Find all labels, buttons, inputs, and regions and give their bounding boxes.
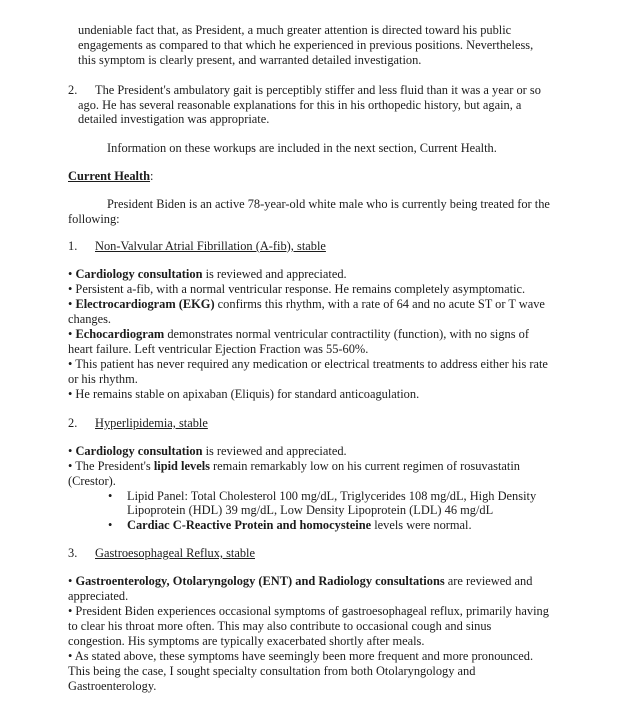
text-run: levels were normal. [371, 518, 472, 532]
text-run: confirms this rhythm, with a rate of 64 and no acute ST or T wave [214, 297, 545, 311]
text-line [78, 38, 533, 52]
underlined-heading: Gastroesophageal Reflux, stable [95, 546, 255, 560]
text-run: • [68, 444, 76, 458]
text-line [68, 342, 368, 356]
text-line [68, 634, 424, 648]
text-run: detailed investigation was appropriate. [78, 112, 270, 126]
text-line [68, 619, 491, 633]
list-number: 3. [68, 546, 78, 560]
text-run: undeniable fact that, as President, a much greater attention is directed toward his public [78, 23, 512, 37]
bold-text: Gastroenterology, Otolaryngology (ENT) and Radiology consultations [75, 574, 445, 588]
text-line [68, 357, 548, 371]
text-run: • This patient has never required any medication or electrical treatments to address either his rate [68, 357, 548, 371]
underlined-heading: Hyperlipidemia, stable [95, 416, 208, 430]
text-line [68, 679, 156, 693]
text-run: • As stated above, these symptoms have seemingly been more frequent and more pronounced. [68, 649, 534, 663]
text-line [78, 53, 421, 67]
text-run: or his rhythm. [68, 372, 138, 386]
text-run: • [68, 297, 76, 311]
text-run: remain remarkably low on his current regimen of rosuvastatin [209, 459, 520, 473]
text-line [68, 444, 347, 458]
text-run: congestion. His symptoms are typically exacerbated shortly after meals. [68, 634, 425, 648]
text-line [68, 212, 120, 226]
text-line [68, 169, 153, 183]
bold-text: Echocardiogram [75, 327, 165, 341]
text-line [68, 589, 128, 603]
text-run: • [68, 574, 76, 588]
text-line [68, 604, 549, 618]
text-run: Lipid Panel: Total Cholesterol 100 mg/dL, Triglycerides 108 mg/dL, High Density [127, 489, 537, 503]
text-line [68, 327, 529, 341]
numbered-heading-line [68, 83, 541, 97]
bold-text: Cardiac C-Reactive Protein and homocysteine [127, 518, 372, 532]
text-run: This being the case, I sought specialty consultation from both Otolaryngology and [68, 664, 476, 678]
list-number: 2. [68, 416, 78, 430]
text-line [68, 267, 347, 281]
underlined-heading: Non-Valvular Atrial Fibrillation (A-fib), stable [95, 239, 326, 253]
numbered-heading-line [68, 546, 255, 560]
text-run: : [150, 169, 154, 183]
text-run: demonstrates normal ventricular contractility (function), with no signs of [164, 327, 529, 341]
text-run: • He remains stable on apixaban (Eliquis) for standard anticoagulation. [68, 387, 420, 401]
text-line [68, 297, 545, 311]
text-run: The President's ambulatory gait is perceptibly stiffer and less fluid than it was a year or so [95, 83, 541, 97]
text-run: ago. He has several reasonable explanations for this in his orthopedic history, but again, a [78, 98, 522, 112]
text-run: is reviewed and appreciated. [202, 444, 347, 458]
text-line [108, 518, 472, 532]
text-line [68, 474, 116, 488]
text-run: are reviewed and [444, 574, 533, 588]
text-run: • [68, 327, 76, 341]
text-run: President Biden is an active 78-year-old white male who is currently being treated for the [107, 197, 550, 211]
list-number: 1. [68, 239, 78, 253]
numbered-heading-line [68, 239, 326, 253]
text-line [127, 503, 493, 517]
list-number: 2. [68, 83, 78, 97]
text-line [68, 649, 533, 663]
sub-bullet-icon: • [108, 489, 113, 503]
bold-text: Cardiology consultation [75, 444, 203, 458]
text-run: Gastroenterology. [68, 679, 157, 693]
text-run: • The President's [68, 459, 154, 473]
sub-bullet-icon: • [108, 518, 113, 532]
text-run: (Crestor). [68, 474, 116, 488]
text-run: heart failure. Left ventricular Ejection Fraction was 55-60%. [68, 342, 369, 356]
text-line [107, 197, 550, 211]
text-run: • [68, 267, 76, 281]
text-run: Lipoprotein (HDL) 39 mg/dL, Low Density Lipoprotein (LDL) 46 mg/dL [127, 503, 494, 517]
bold-text: lipid levels [153, 459, 210, 473]
text-line [68, 312, 111, 326]
text-run: is reviewed and appreciated. [202, 267, 347, 281]
text-line [68, 372, 138, 386]
text-run: • Persistent a-fib, with a normal ventricular response. He remains completely asymptomatic. [68, 282, 526, 296]
text-run: this symptom is clearly present, and warranted detailed investigation. [78, 53, 422, 67]
text-line [108, 489, 537, 503]
bold-text: Electrocardiogram (EKG) [75, 297, 215, 311]
text-line [78, 23, 511, 37]
text-line [68, 282, 525, 296]
text-run: engagements as compared to that which he experienced in previous positions. Nevertheless, [78, 38, 534, 52]
text-line [68, 387, 419, 401]
text-line [68, 459, 520, 473]
text-run: following: [68, 212, 120, 226]
text-line [68, 664, 475, 678]
text-line [68, 574, 532, 588]
text-run: changes. [68, 312, 112, 326]
text-run: appreciated. [68, 589, 129, 603]
bold-text: Cardiology consultation [75, 267, 203, 281]
text-line [78, 98, 521, 112]
text-run: to clear his throat more often. This may also contribute to occasional cough and sinus [68, 619, 492, 633]
text-run: • President Biden experiences occasional symptoms of gastroesophageal reflux, primarily having [68, 604, 549, 618]
text-line [107, 141, 497, 155]
numbered-heading-line [68, 416, 208, 430]
bold-text: Current Health [68, 169, 151, 183]
text-run: Information on these workups are included in the next section, Current Health. [107, 141, 497, 155]
text-line [78, 112, 269, 126]
